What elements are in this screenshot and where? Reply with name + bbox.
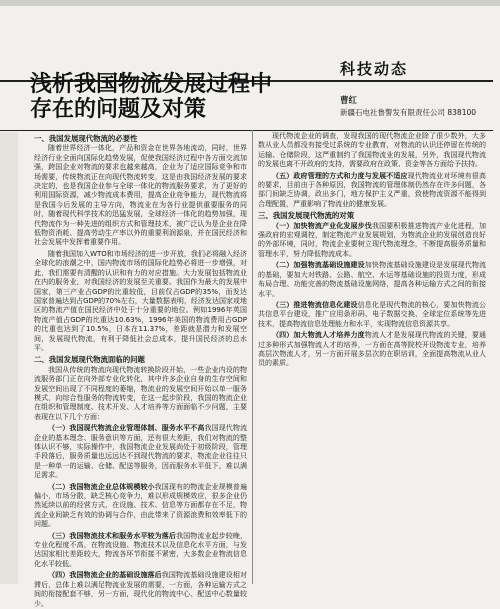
author-name: 曹红	[340, 96, 358, 106]
section-heading: 一、我国发展现代物流的必要性	[34, 134, 138, 143]
title-line-1: 浅析我国物流发展过程中	[30, 72, 273, 97]
subsection-text: 我国现有的物流企业规模普遍偏小，市场分散，缺乏核心竞争力，难以形成规模效应，很多企业仍然延续以前的经营方式，在设施、技术、信息等方面都存在不足，物流企业间缺乏有效的协调与合作，由此带来了资源浪费和效率低下的问题。	[34, 482, 248, 529]
subsection-label: （五）政府管理的方式和力度与发展不适应	[272, 171, 408, 180]
subsection-text: 我国物流基础设施建设相对滞后，总体上难以满足物流业发展的需要，一方面，各种运输方式之间的衔接配套不够，另一方面，现代化的物流中心、配送中心数量较少。	[34, 571, 248, 608]
section-heading: 三、我国发展现代物流的对策	[258, 211, 355, 221]
subsection-paragraph	[258, 301, 486, 329]
section-heading: 二、我国发展现代物流面临的问题	[34, 355, 145, 365]
page-edge-shadow	[0, 132, 18, 584]
subsection-text: 我国物流业起步较晚，专业化程度不高，在物流设施、物流技术以及信息化水平方面，与发达国家相比差距较大，物流各环节衔接不紧密，大多数企业物流信息化水平较低。	[34, 531, 247, 568]
subsection-paragraph	[34, 424, 247, 480]
right-column	[258, 132, 486, 584]
subsection-text: 现代物流业对环境有很高的要求，目前由于各种原因，我国物流的管理体制仍然存在许多问题，各部门间缺乏协调，政出多门，地方保护主义严重，致使物流资源不能得到合理配置，严重影响了物流业的健康发展。	[258, 171, 487, 208]
subsection-paragraph	[34, 532, 247, 570]
author-affiliation: 新疆石电社鲁警发有限责任公司 838100	[340, 108, 477, 117]
subsection-label: （二）加强物流基础设施建设	[272, 261, 365, 270]
body-paragraph: 我国从传统的物流向现代物流转换阶段开始，一些企业内设的物流服务部门正在向外部专业化转化，其中许多企业自身的生存空间和发展空间出现了不同程度的萎缩，物流业的发展空间开始以单一服务模式，向综合性服务的物流转变，在这一起步阶段，我国的物流企业在组织和管理制度、技术开发、人才培养等方面面临不少问题，主要表现在以下几个方面：	[34, 365, 247, 421]
author-block	[340, 96, 500, 118]
subsection-label: （四）我国物流企业的基础设施落后	[48, 571, 162, 580]
article-title	[30, 72, 330, 122]
column-divider	[252, 130, 253, 584]
left-column	[34, 132, 248, 608]
subsection-paragraph	[258, 222, 486, 260]
subsection-label: （四）加大物流人才培养力度	[272, 331, 365, 340]
title-line-2: 存在的问题及对策	[30, 97, 207, 122]
subsection-paragraph	[258, 261, 486, 299]
subsection-text: 我国现代物流企业的基本理念、服务意识等方面，还有很大差距，我们对物流的整体认识不够，实际操作中，我国物流企业发展尚处于初级阶段，管理手段落后，服务质量也远远达不到现代物流的要求，物流企业往往只是一种单一的运输、仓储、配送等服务，因而服务水平低下，难以满足需求。	[34, 424, 248, 480]
subsection-label: （一）我国现代物流企业管理体制、服务水平不高	[48, 424, 205, 433]
subsection-text: 信息化是现代物流的核心，要加快物流公共信息平台建设，推广应用条形码、电子数据交换、全球定位系统等先进技术，提高物流信息处理能力和水平，实现物流信息资源共享。	[258, 300, 487, 328]
body-paragraph: 现代物流企业的调查，发现我国的现代物流企业除了很少数外，大多数从业人员都没有接受过系统的专业教育，对物流的认识还停留在传统的运输、仓储阶段，这严重制约了我国物流业的发展，另外，我国现代物流的发展也离不开政府的支持，需要政府在政策、资金等各方面给予扶持。	[258, 132, 486, 169]
subsection-paragraph	[34, 571, 247, 609]
subsection-paragraph	[34, 483, 247, 530]
subsection-label: （二）我国物流企业总体规模较小	[48, 482, 155, 491]
subsection-text: 我国要积极推进物流产业化进程，加强政府的宏观调控，制定物流产业发展规划，为物流企业的发展创造良好的外部环境，同时，物流企业要树立现代物流理念，不断提高服务质量和管理水平，努力降低物流成本。	[258, 221, 487, 258]
subsection-label: （三）我国物流技术和服务水平较为落后	[48, 531, 176, 540]
subsection-label: （三）推进物流信息化建设	[272, 300, 358, 309]
subsection-text: 加快物流基础设施建设是发展现代物流的基础，要加大对铁路、公路、航空、水运等基础设施的投资力度，形成布局合理、功能完善的物流基础设施网络，提高各种运输方式之间的衔接水平。	[258, 261, 487, 298]
subsection-text: 物流人才是发展现代物流的关键，要通过多种形式加强物流人才的培养，一方面在高等院校开设物流专业，培养高层次物流人才，另一方面开展多层次的在职培训，全面提高物流从业人员的素质。	[258, 331, 487, 368]
subsection-paragraph	[258, 331, 486, 369]
subsection-label: （一）加快物流产业化发展步伐	[272, 221, 372, 230]
section-tag: 科技动态	[340, 60, 409, 78]
body-paragraph: 随着世界经济一体化，产品和资金在世界各地流动，同时，世界经济行业全面向国际化趋势发展，促使我国经济过程中各方面交流加强，跨国企业对物流的要求也越来越高，企业为了适应国际竞争和市场需要，传统物流正在向现代物流转变，这是由我国经济发展的要求决定的，也是我国企业参与全球一体化的物流服务要求，为了更好的利用国际资源，减少物流成本费用，提高企业竞争能力，现代物流将是我国今后发展的主导方向，物流业在为各行业提供重要服务的同时，随着现代科学技术的迅猛发展，全球经济一体化的趋势加强，现代物流作为一种先进的组织方式和管理技术，被广泛认为是企业在降低物资消耗、提高劳动生产率以外的重要利润源泉，并在国民经济和社会发展中发挥着重要作用。	[34, 144, 247, 247]
subsection-paragraph	[258, 172, 486, 210]
top-rule	[0, 0, 500, 6]
body-paragraph: 随着我国加入WTO和市场经济的进一步开放，我们必将融入经济全球化的浪潮之中，国内物流市场的国际化趋势必将进一步增强，对此，我们需要有清醒的认识和有力的对应措施。大力发展包括物流业在内的服务业，对我国经济的发展至关重要。我国作为最大的发展中国家，第三产业占GDP的比重较低，目前仅占GDP的35%，而发达国家普遍达到占GDP的70%左右，大量数据表明，经济发达国家或地区的物流产值在国民经济中处于十分重要的地位。例如1996年英国物流产值占GDP的比重达10.63%，1996年美国的物流费用占GDP的比重也达到了10.5%，日本在11.37%，差距就是潜力和发展空间，发展现代物流，有利于降低社会总成本，提升国民经济的总水平。	[34, 249, 247, 352]
